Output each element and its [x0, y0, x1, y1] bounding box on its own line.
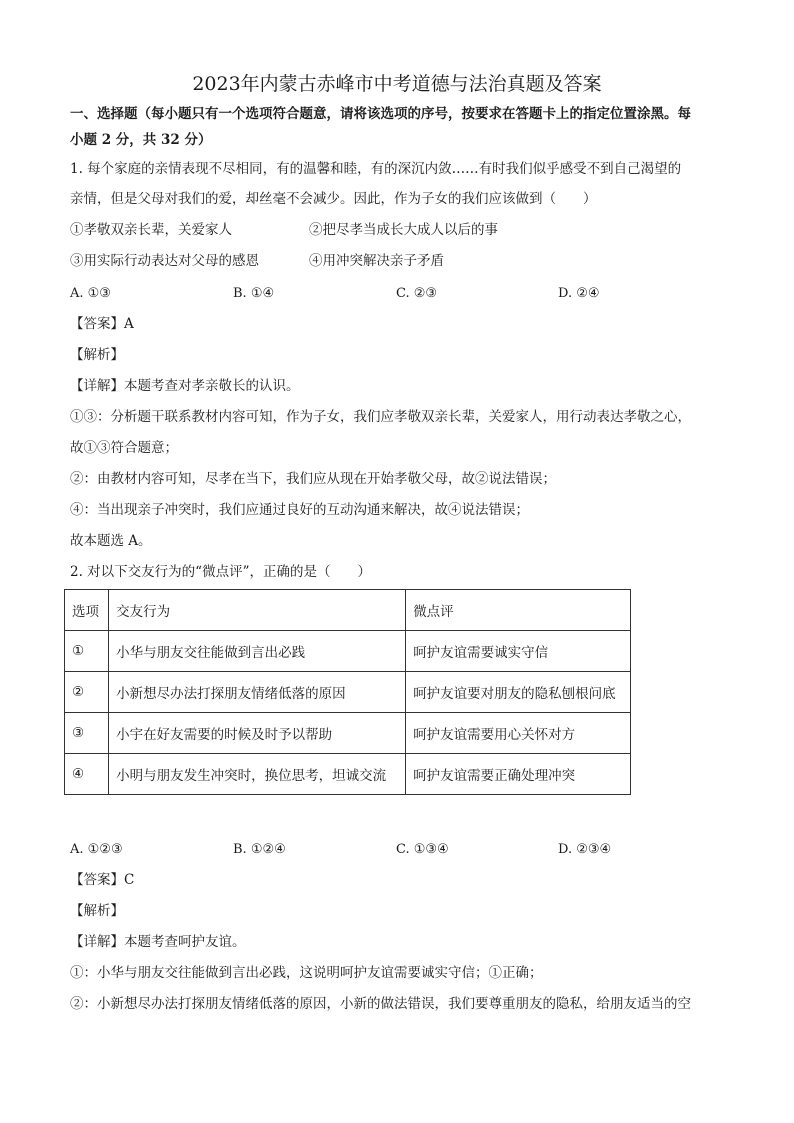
page-title: 2023年内蒙古赤峰市中考道德与法治真题及答案: [192, 73, 602, 95]
table-cell: ①: [65, 631, 109, 672]
q1-option-a: A. ①③: [70, 286, 111, 301]
table-cell: 呵护友谊需要正确处理冲突: [406, 754, 631, 795]
q2-detail: 【详解】本题考查呵护友谊。: [70, 934, 246, 950]
q2-option-a: A. ①②③: [70, 842, 123, 857]
q1-explanation-1-line2: 故①③符合题意；: [70, 440, 178, 456]
q1-answer: 【答案】A: [70, 316, 134, 332]
q2-option-b: B. ①②④: [233, 842, 286, 857]
table-header-cell: 选项: [65, 590, 109, 631]
table-cell: 呵护友谊要对朋友的隐私刨根问底: [406, 672, 631, 713]
q2-analysis-heading: 【解析】: [70, 903, 124, 919]
q2-explanation-1: ①：小华与朋友交往能做到言出必践，这说明呵护友谊需要诚实守信；①正确；: [70, 965, 543, 981]
table-cell: ③: [65, 713, 109, 754]
table-cell: 小宇在好友需要的时候及时予以帮助: [109, 713, 406, 754]
q1-analysis-heading: 【解析】: [70, 347, 124, 363]
table-header-cell: 交友行为: [109, 590, 406, 631]
q2-answer: 【答案】C: [70, 872, 135, 888]
q1-statement-1: ①孝敬双亲长辈，关爱家人: [70, 222, 232, 238]
q1-conclusion: 故本题选 A。: [70, 533, 152, 549]
table-header-cell: 微点评: [406, 590, 631, 631]
q1-statement-2: ②把尽孝当成长大成人以后的事: [309, 222, 498, 238]
table-row: [65, 672, 631, 713]
q1-stem-line1: 1. 每个家庭的亲情表现不尽相同，有的温馨和睦，有的深沉内敛……有时我们似乎感受不到自己渴望的: [70, 161, 682, 177]
table-row: [65, 713, 631, 754]
table-header-row: [65, 590, 631, 631]
q2-option-d: D. ②③④: [558, 842, 612, 857]
q1-stem-line2: 亲情，但是父母对我们的爱，却丝毫不会减少。因此，作为子女的我们应该做到（ ）: [70, 191, 597, 207]
q1-option-c: C. ②③: [396, 286, 438, 301]
table-cell: 呵护友谊需要诚实守信: [406, 631, 631, 672]
table-cell: 小明与朋友发生冲突时，换位思考，坦诚交流: [109, 754, 406, 795]
q1-option-b: B. ①④: [233, 286, 275, 301]
table-row: [65, 631, 631, 672]
q1-explanation-1-line1: ①③：分析题干联系教材内容可知，作为子女，我们应孝敬双亲长辈，关爱家人，用行动表达孝敬之心，: [70, 409, 691, 425]
section-header-line2: 小题 2 分，共 32 分）: [70, 132, 212, 148]
q1-explanation-3: ④：当出现亲子冲突时，我们应通过良好的互动沟通来解决，故④说法错误；: [70, 502, 529, 518]
table-cell: ④: [65, 754, 109, 795]
q2-table: [64, 589, 631, 795]
q2-stem: 2. 对以下交友行为的“微点评”，正确的是（ ）: [70, 564, 371, 580]
table-cell: ②: [65, 672, 109, 713]
q1-statement-4: ④用冲突解决亲子矛盾: [309, 253, 444, 269]
section-header-line1: 一、选择题（每小题只有一个选项符合题意，请将该选项的序号，按要求在答题卡上的指定位置涂黑。每: [70, 106, 691, 122]
q2-option-c: C. ①③④: [396, 842, 449, 857]
q2-explanation-2: ②：小新想尽办法打探朋友情绪低落的原因，小新的做法错误，我们要尊重朋友的隐私，给朋友适当的空: [70, 996, 691, 1012]
table-cell: 呵护友谊需要用心关怀对方: [406, 713, 631, 754]
q1-detail: 【详解】本题考查对孝亲敬长的认识。: [70, 378, 300, 394]
table-cell: 小新想尽办法打探朋友情绪低落的原因: [109, 672, 406, 713]
table-cell: 小华与朋友交往能做到言出必践: [109, 631, 406, 672]
q1-explanation-2: ②：由教材内容可知，尽孝在当下，我们应从现在开始孝敬父母，故②说法错误；: [70, 471, 556, 487]
table-row: [65, 754, 631, 795]
q1-option-d: D. ②④: [558, 286, 600, 301]
q1-statement-3: ③用实际行动表达对父母的感恩: [70, 253, 259, 269]
